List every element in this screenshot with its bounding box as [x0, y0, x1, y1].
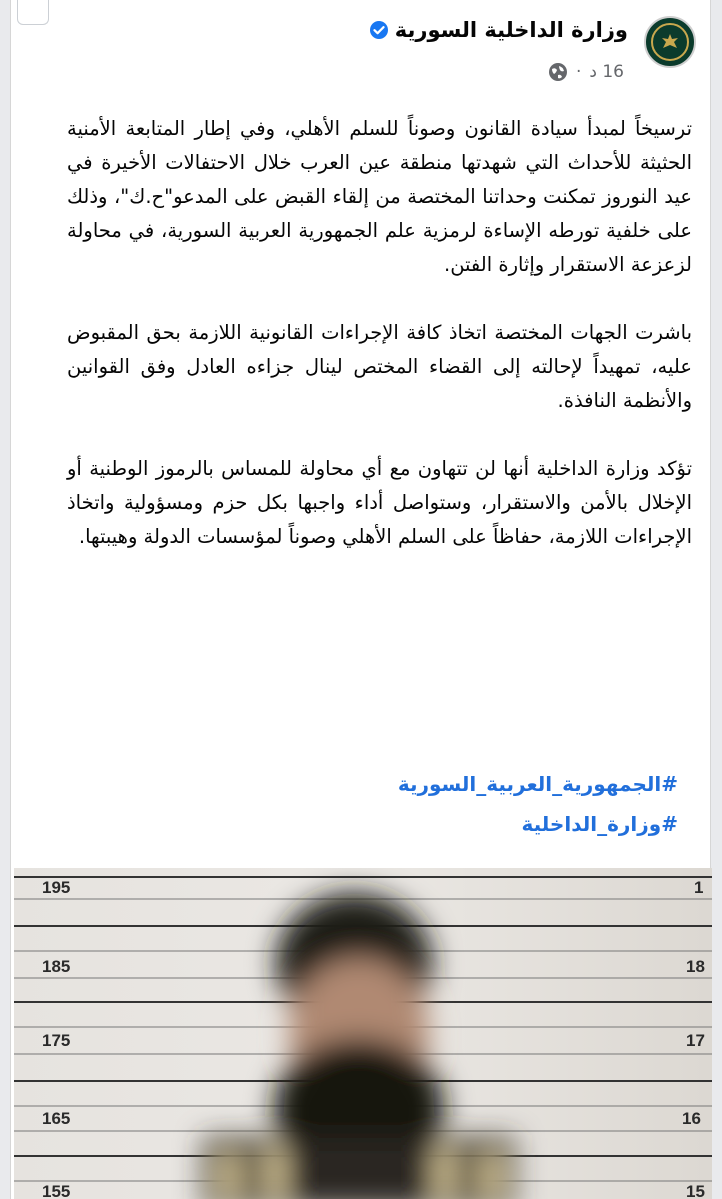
post-paragraph-3: تؤكد وزارة الداخلية أنها لن تتهاون مع أي محاولة للمساس بالرموز الوطنية أو الإخلال بالأمن والاستقرار، وستواصل أداء واجبها بكل حزم ومسؤولية واتخاذ الإجراءات اللازمة، حفاظاً على السلم الأهلي وصوناً لمؤسسات الدولة وهيبتها. [67, 457, 692, 548]
height-label-185: 185 [42, 957, 71, 976]
height-label-175: 175 [42, 1031, 71, 1050]
author-line [369, 18, 628, 42]
right-label-15: 15 [686, 1182, 705, 1199]
right-label-17: 17 [686, 1031, 705, 1050]
verified-badge-icon [369, 20, 389, 40]
eagle-emblem-icon [651, 23, 689, 61]
post-paragraph-2: باشرت الجهات المختصة اتخاذ كافة الإجراءات القانونية اللازمة بحق المقبوض عليه، تمهيداً لإحالته إلى القضاء المختص لينال جزاءه العادل وفق القوانين والأنظمة النافذة. [67, 321, 692, 412]
right-label-1: 1 [694, 878, 704, 897]
meta-separator: · [575, 62, 582, 82]
post-photo[interactable] [14, 868, 712, 1199]
post-header [11, 0, 710, 100]
author-name[interactable]: وزارة الداخلية السورية [394, 18, 628, 42]
height-label-165: 165 [42, 1109, 71, 1128]
globe-icon [548, 62, 568, 82]
right-label-18: 18 [686, 957, 705, 976]
hashtag-ministry-of-interior[interactable]: #وزارة_الداخلية [521, 812, 678, 836]
hashtag-syrian-arab-republic[interactable]: #الجمهورية_العربية_السورية [397, 772, 678, 796]
post-paragraph-1: ترسيخاً لمبدأ سيادة القانون وصوناً للسلم الأهلي، وفي إطار المتابعة الأمنية الحثيثة للأحداث التي شهدتها منطقة عين العرب خلال الاحتفالات الأخيرة في عيد النوروز تمكنت وحداتنا المختصة من إلقاء القبض على المدعو"ح.ك"، وذلك على خلفية تورطه الإساءة لرمزية علم الجمهورية العربية السورية، في محاولة لزعزعة الاستقرار وإثارة الفتن. [67, 117, 692, 276]
page-avatar[interactable] [644, 16, 696, 68]
hashtag-list [398, 764, 678, 844]
right-label-16: 16 [682, 1109, 701, 1128]
post-meta [548, 62, 624, 82]
height-label-155: 155 [42, 1182, 71, 1199]
post-time[interactable]: 16 د [589, 62, 624, 82]
post-body [67, 112, 692, 588]
height-label-195: 195 [42, 878, 71, 897]
